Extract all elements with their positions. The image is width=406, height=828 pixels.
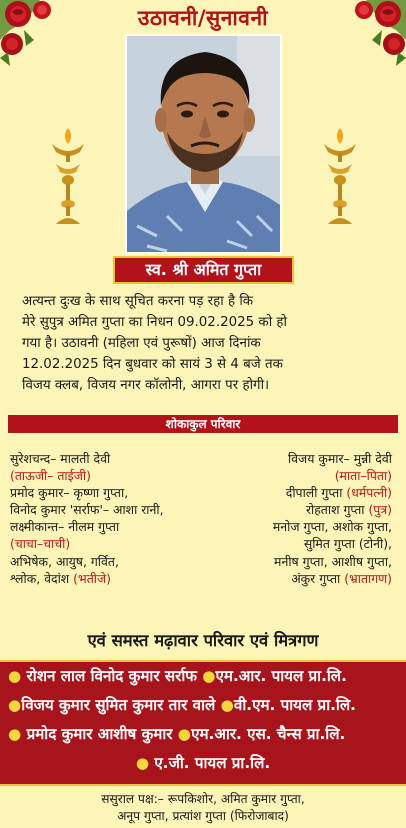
firm-line: ● ए.जी. पायल प्रा.लि. — [135, 754, 271, 772]
family-line: विजय कुमार– मुन्नी देवी — [287, 451, 392, 466]
section-heading: शोकाकुल परिवार — [8, 415, 398, 433]
family-line: अंकुर गुप्ता (भ्रातागण) — [291, 570, 392, 586]
family-line: (चाचा–चाची) — [10, 536, 71, 552]
family-line: सुमित गुप्ता (टोनी), — [303, 536, 392, 552]
bullet-icon: ● — [220, 696, 234, 714]
deceased-name: स्व. श्री अमित गुप्ता — [113, 256, 294, 284]
business-firms-panel — [0, 660, 406, 786]
bullet-icon: ● — [8, 696, 22, 714]
family-line: दीपाली गुप्ता (धर्मपत्नी) — [285, 485, 392, 501]
announcement-text — [22, 291, 392, 396]
family-line: मनीष गुप्ता, आशीष गुप्ता, — [274, 553, 392, 569]
firm-line: ● प्रमोद कुमार आशीष कुमार ●एम.आर. एस. चैन्स प्रा.लि. — [8, 725, 346, 743]
bullet-icon: ● — [8, 725, 22, 743]
family-line: सुरेशचन्द– मालती देवी — [10, 451, 111, 466]
family-line: लक्ष्मीकान्त– नीलम गुप्ता — [10, 519, 120, 535]
announcement-line: अत्यन्त दुःख के साथ सूचित करना पड़ रहा है कि — [22, 294, 254, 309]
page-title: उठावनी/सुनावनी — [137, 6, 269, 30]
family-list-right — [192, 450, 392, 587]
in-laws-list — [0, 791, 406, 825]
family-line: अभिषेक, आयुष, गर्वित, — [10, 553, 119, 569]
bullet-icon: ● — [8, 667, 22, 685]
bullet-icon: ● — [202, 667, 216, 685]
family-list-left — [10, 450, 210, 587]
family-line: (माता–पिता) — [334, 468, 392, 484]
oil-lamp-icon — [48, 128, 88, 228]
firm-line: ●विजय कुमार सुमित कुमार तार वाले ●वी.एम. पायल प्रा.लि. — [8, 696, 356, 714]
announcement-line: 12.02.2025 दिन बुधवार को सायं 3 से 4 बजे तक — [22, 357, 283, 372]
family-line: विनोद कुमार 'सर्राफ'– आशा रानी, — [10, 502, 164, 518]
announcement-line: मेरे सुपुत्र अमित गुप्ता का निधन 09.02.2025 को हो — [22, 315, 288, 330]
bullet-icon: ● — [135, 754, 150, 772]
oil-lamp-icon — [320, 128, 360, 228]
announcement-line: गया है। उठावनी (महिला एवं पुरूषों) आज दिनांक — [22, 336, 261, 351]
family-line: (ताऊजी– ताईजी) — [10, 468, 91, 484]
tagline: एवं समस्त मढ़ावार परिवार एवं मित्रगण — [87, 631, 319, 650]
portrait-photo — [125, 34, 282, 254]
family-line: रोहताश गुप्ता (पुत्र) — [305, 502, 392, 518]
in-laws-line: ससुराल पक्ष:– रूपकिशोर, अमित कुमार गुप्ता, — [101, 792, 305, 806]
bullet-icon: ● — [177, 725, 192, 743]
announcement-line: विजय क्लब, विजय नगर कॉलोनी, आगरा पर होगी। — [22, 378, 270, 393]
firm-line: ● रोशन लाल विनोद कुमार सर्राफ ●एम.आर. पायल प्रा.लि. — [8, 667, 347, 685]
family-line: श्लोक, वेदांश (भतीजे) — [10, 570, 112, 586]
family-line: प्रमोद कुमार– कृष्णा गुप्ता, — [10, 485, 129, 501]
family-line: मनोज गुप्ता, अशोक गुप्ता, — [272, 519, 392, 535]
in-laws-line: अनूप गुप्ता, प्रत्यांश गुप्ता (फिरोजाबाद) — [117, 809, 289, 823]
